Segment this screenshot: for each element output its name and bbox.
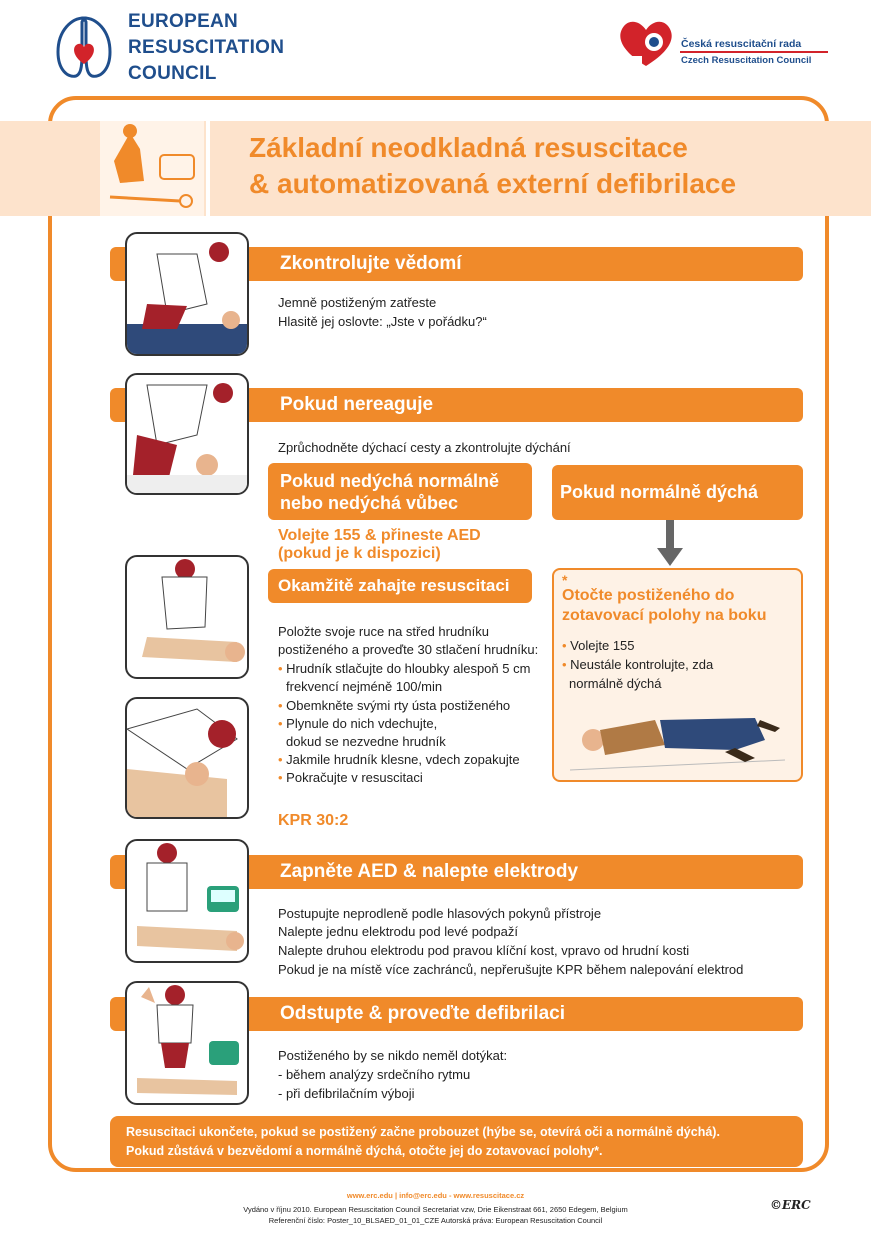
photo-chest-compressions bbox=[125, 555, 249, 679]
colophon-line-2: Referenční číslo: Poster_10_BLSAED_01_01_CZE Autorská práva: European Resuscitation Council bbox=[268, 1216, 603, 1225]
cpr-item-3-cont: dokud se nezvedne hrudník bbox=[286, 734, 446, 749]
cpr-intro-1: Položte svoje ruce na střed hrudníku bbox=[278, 624, 490, 639]
recovery-item-2 bbox=[562, 655, 713, 674]
note-line-1: Resuscitaci ukončete, pokud se postižený začne probouzet (hýbe se, otevírá oči a normálně dýchá). bbox=[126, 1125, 720, 1139]
cpr-item-5-text: Pokračujte v resuscitaci bbox=[286, 770, 423, 785]
recovery-title-line-2: zotavovací polohy na boku bbox=[562, 607, 767, 624]
breathing-normally-box: Pokud normálně dýchá bbox=[552, 465, 803, 520]
shock-line-2: - během analýzy srdečního rytmu bbox=[278, 1067, 471, 1082]
erc-name-line-2: RESUSCITATION bbox=[128, 37, 285, 58]
colophon-links[interactable]: www.erc.edu | info@erc.edu - www.resuscitace.cz bbox=[346, 1191, 525, 1200]
erc-name-line-3: COUNCIL bbox=[128, 63, 217, 84]
erc-heart-lungs-logo-icon bbox=[52, 12, 116, 82]
not-breathing-box bbox=[268, 463, 532, 520]
cpr-item-5 bbox=[278, 768, 423, 787]
not-breathing-line-1: Pokud nedýchá normálně bbox=[280, 471, 500, 491]
cpr-item-3-text: Plynule do nich vdechujte, bbox=[286, 716, 438, 731]
bullet-icon: • bbox=[278, 752, 287, 767]
bullet-icon: • bbox=[562, 638, 571, 653]
note-line-2: Pokud zůstává v bezvědomí a normálně dýchá, otočte jej do zotavovací polohy*. bbox=[126, 1144, 603, 1158]
cpr-item-1-text: Hrudník stlačujte do hloubky alespoň 5 cm bbox=[286, 661, 531, 676]
erc-name-line-1: EUROPEAN bbox=[128, 11, 239, 32]
recovery-item-2-text: Neustále kontrolujte, zda bbox=[570, 657, 714, 672]
recovery-position-illustration bbox=[565, 700, 790, 775]
recovery-item-1 bbox=[562, 636, 635, 655]
crr-heart-logo-icon bbox=[614, 16, 678, 70]
bullet-icon: • bbox=[562, 657, 571, 672]
shock-line-1: Postiženého by se nikdo neměl dotýkat: bbox=[278, 1048, 508, 1063]
title-band-divider bbox=[206, 121, 210, 216]
recovery-title-line-1: Otočte postiženého do bbox=[562, 587, 735, 604]
stop-resuscitation-note bbox=[110, 1116, 803, 1167]
bullet-icon: • bbox=[278, 698, 287, 713]
step-unresponsive-bar: Pokud nereaguje bbox=[110, 388, 803, 422]
title-line-1: Základní neodkladná resuscitace bbox=[249, 132, 688, 163]
cpr-item-1-cont: frekvencí nejméně 100/min bbox=[286, 679, 443, 694]
crr-divider bbox=[680, 51, 828, 53]
crr-name-cz: Česká resuscitační rada bbox=[681, 38, 802, 50]
bullet-icon: • bbox=[278, 770, 287, 785]
cpr-item-4-text: Jakmile hrudník klesne, vdech zopakujte bbox=[286, 752, 520, 767]
cpr-item-3 bbox=[278, 714, 437, 733]
title-illustration-icon bbox=[100, 121, 204, 216]
arrow-down-icon bbox=[655, 520, 685, 570]
recovery-item-1-text: Volejte 155 bbox=[570, 638, 635, 653]
crr-name-en: Czech Resuscitation Council bbox=[681, 55, 812, 66]
step-check-line-2: Hlasitě jej oslovte: „Jste v pořádku?“ bbox=[278, 314, 487, 329]
step-check-bar: Zkontrolujte vědomí bbox=[110, 247, 803, 281]
step-shock-bar: Odstupte & proveďte defibrilaci bbox=[110, 997, 803, 1031]
erc-signature: ©ERC bbox=[770, 1198, 811, 1212]
colophon-line-1: Vydáno v říjnu 2010. European Resuscitation Council Secretariat vzw, Drie Eikenstraat 661, 2650 Edegem, Belgium bbox=[243, 1205, 628, 1214]
photo-check-response bbox=[125, 232, 249, 356]
not-breathing-line-2: nebo nedýchá vůbec bbox=[280, 493, 459, 513]
step-unresponsive-line: Zprůchodněte dýchací cesty a zkontrolujte dýchání bbox=[278, 440, 571, 455]
aed-line-1: Postupujte neprodleně podle hlasových pokynů přístroje bbox=[278, 906, 602, 921]
aed-line-3: Nalepte druhou elektrodu pod pravou klíční kost, vpravo od hrudní kosti bbox=[278, 943, 690, 958]
shock-line-3: - při defibrilačním výboji bbox=[278, 1086, 415, 1101]
photo-open-airway bbox=[125, 373, 249, 495]
step-check-line-1: Jemně postiženým zatřeste bbox=[278, 295, 437, 310]
step-aed-bar: Zapněte AED & nalepte elektrody bbox=[110, 855, 803, 889]
bullet-icon: • bbox=[278, 716, 287, 731]
photo-stand-clear bbox=[125, 981, 249, 1105]
cpr-item-1 bbox=[278, 659, 530, 678]
cpr-ratio: KPR 30:2 bbox=[278, 812, 349, 829]
call-emergency-line-1: Volejte 155 & přineste AED bbox=[278, 527, 481, 544]
recovery-item-2-cont: normálně dýchá bbox=[569, 676, 662, 691]
cpr-intro-2: postiženého a proveďte 30 stlačení hrudníku: bbox=[278, 642, 539, 657]
step-cpr-bar: Okamžitě zahajte resuscitaci bbox=[268, 569, 532, 603]
cpr-item-4 bbox=[278, 750, 520, 769]
cpr-item-2 bbox=[278, 696, 510, 715]
aed-line-2: Nalepte jednu elektrodu pod levé podpaží bbox=[278, 924, 518, 939]
bullet-icon: • bbox=[278, 661, 287, 676]
call-emergency-line-2: (pokud je k dispozici) bbox=[278, 545, 441, 562]
photo-attach-aed bbox=[125, 839, 249, 963]
aed-line-4: Pokud je na místě více zachránců, nepřerušujte KPR během nalepování elektrod bbox=[278, 962, 744, 977]
title-line-2: & automatizovaná externí defibrilace bbox=[249, 168, 737, 199]
photo-rescue-breaths bbox=[125, 697, 249, 819]
recovery-asterisk: * bbox=[562, 572, 568, 588]
cpr-item-2-text: Obemkněte svými rty ústa postiženého bbox=[286, 698, 511, 713]
